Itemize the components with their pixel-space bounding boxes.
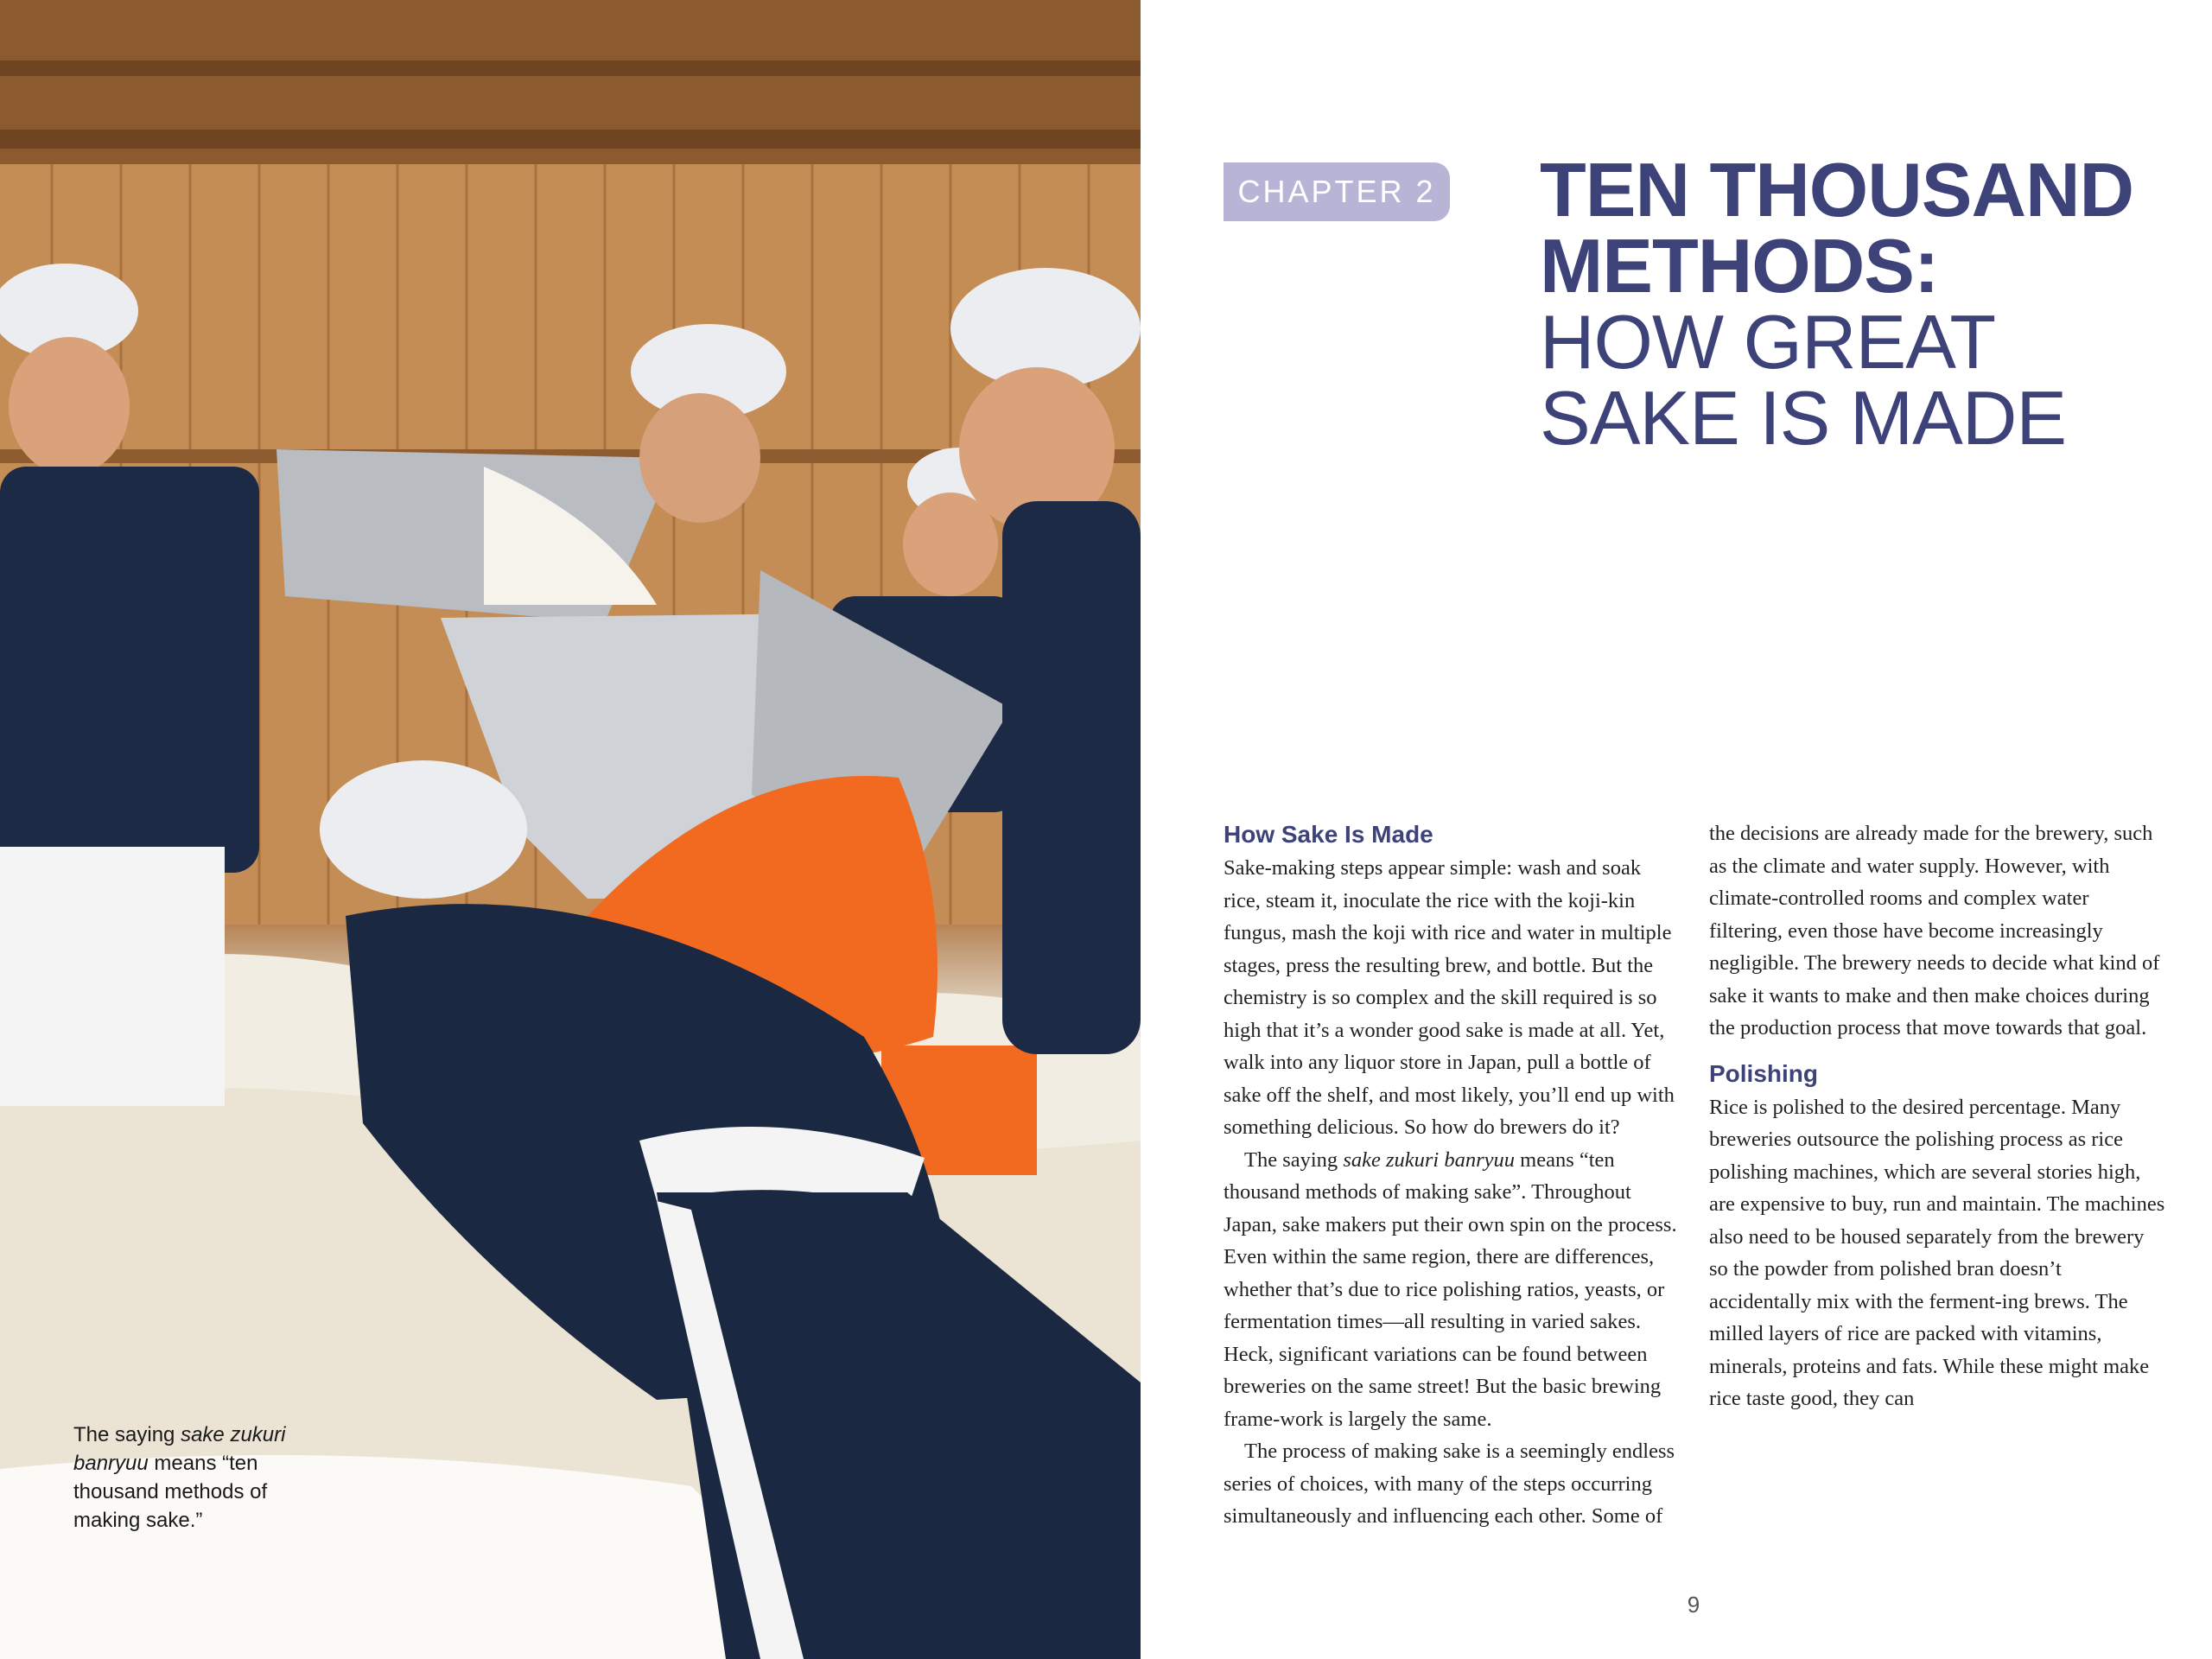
- title-line-4: SAKE IS MADE: [1540, 375, 2067, 461]
- paragraph-1: Sake-making steps appear simple: wash and soak rice, steam it, inoculate the rice with the koji-kin fungus, mash the koji with rice and water in multiple stages, press the resulting brew, and bottle. But the chemistry is so complex and the skill required is so high that it’s a wonder good sake is made at all. Yet, walk into any liquor store in Japan, pull a bottle of sake off the shelf, and most likely, you’ll end up with something delicious. So how do brewers do it?: [1224, 856, 1675, 1139]
- title-line-1: TEN THOUSAND: [1540, 147, 2134, 232]
- paragraph-2: [1224, 1144, 1681, 1436]
- text-column-left: [1224, 817, 1681, 1533]
- paragraph-3-continued: the decisions are already made for the brewery, such as the climate and water supply. However, with climate-controlled rooms and complex water filtering, even those have become increasingly negligible. The brewery needs to decide what kind of sake it wants to make and then make choices during the production process that move towards that goal.: [1709, 822, 2160, 1039]
- paragraph-2-italic-term: sake zukuri banryuu: [1343, 1147, 1516, 1172]
- caption-text-end: means “ten thousand methods of making sake.”: [73, 1452, 268, 1532]
- paragraph-3: The process of making sake is a seemingly endless series of choices, with many of the steps occurring simultaneously and influencing each other. Some of: [1224, 1440, 1675, 1528]
- title-line-3: HOW GREAT: [1540, 299, 1996, 385]
- title-line-2: METHODS:: [1540, 223, 1939, 308]
- caption-text-start: The saying: [73, 1423, 181, 1446]
- page-number: 9: [1687, 1592, 1700, 1618]
- photo-caption: [73, 1421, 333, 1535]
- section-heading-how-sake-is-made: How Sake Is Made: [1224, 821, 1433, 848]
- text-column-right: [1709, 817, 2167, 1415]
- paragraph-2-rest: means “ten thousand methods of making sake”. Throughout Japan, sake makers put their own spin on the process. Even within the same region, there are differences, whether that’s due to rice polishing ratios, yeasts, or fermentation times—all resulting in varied sakes. Heck, significant variations can be found between breweries on the same street! But the basic brewing frame-work is largely the same.: [1224, 1147, 1677, 1431]
- caption-italic-term: sake zukuri banryuu: [73, 1423, 286, 1475]
- chapter-tab: [1224, 162, 1450, 221]
- section-heading-polishing: Polishing: [1709, 1059, 1818, 1087]
- paragraph-2-start: The saying: [1244, 1147, 1344, 1172]
- paragraph-4: Rice is polished to the desired percentage. Many breweries outsource the polishing process as rice polishing machines, which are several stories high, are expensive to buy, run and maintain. The machines also need to be housed separately from the brewery so the powder from polished bran doesn’t accidentally mix with the ferment-ing brews. The milled layers of rice are packed with vitamins, minerals, proteins and fats. While these might make rice taste good, they can: [1709, 1095, 2165, 1410]
- chapter-label: CHAPTER 2: [1237, 174, 1436, 209]
- chapter-title: [1540, 147, 2145, 461]
